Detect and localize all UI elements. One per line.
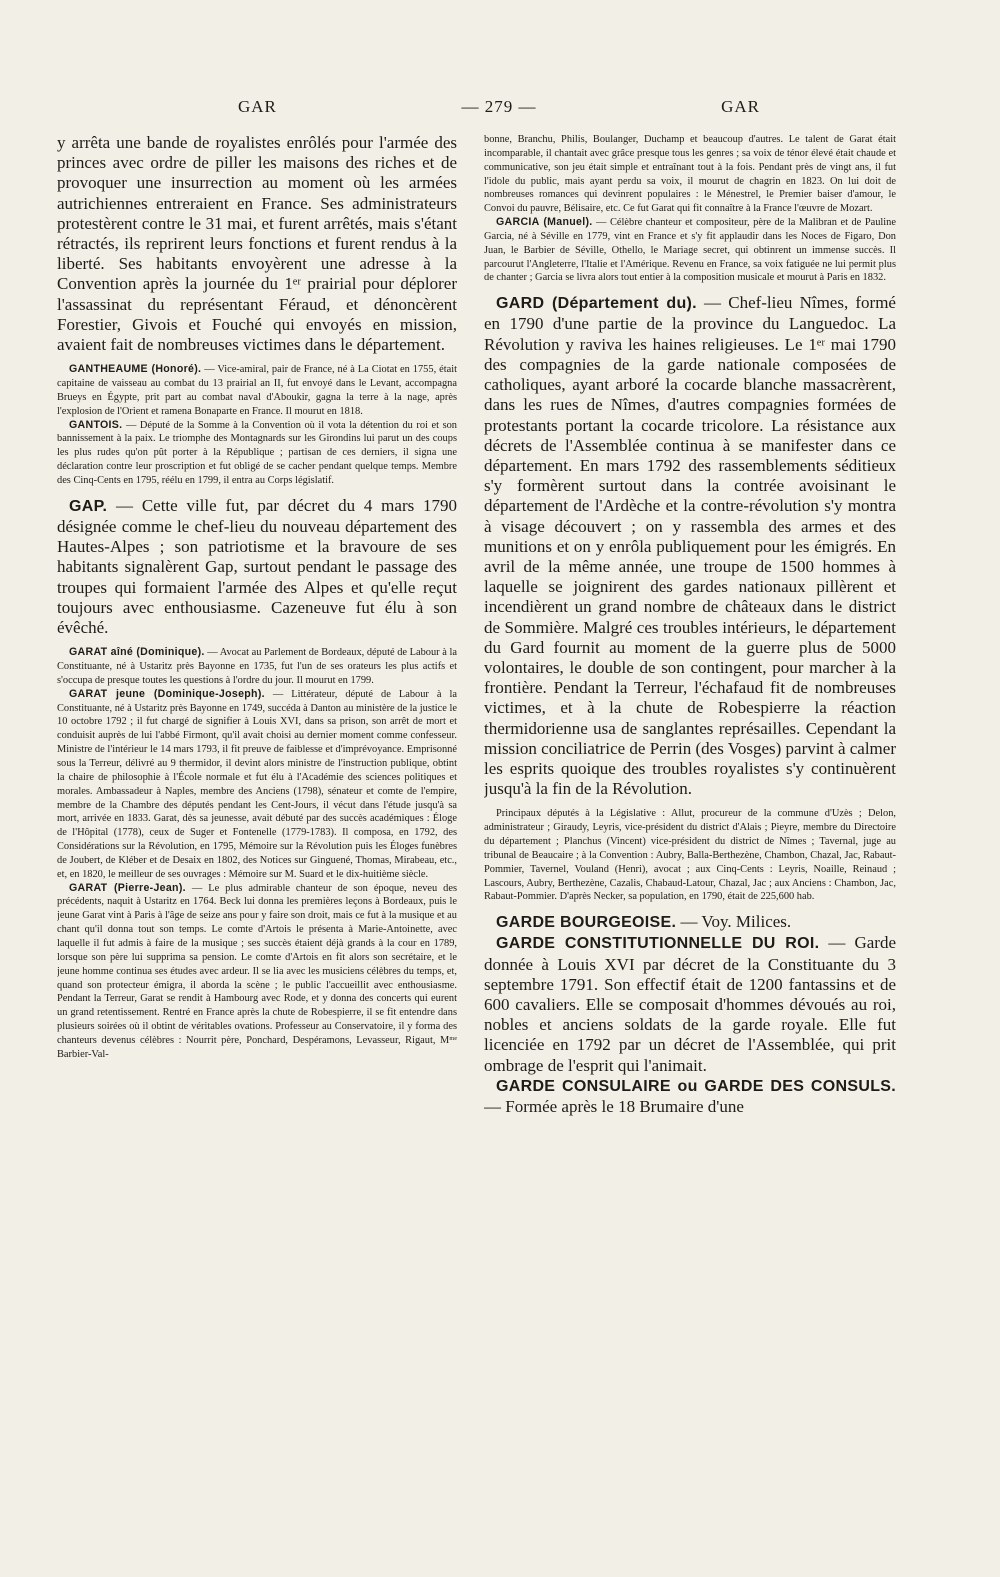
entry-heading: GANTHEAUME (Honoré). bbox=[69, 363, 202, 376]
entry-gantheaume: GANTHEAUME (Honoré). — Vice-amiral, pair de France, né à La Ciotat en 1755, était capitaine de vaisseau au combat du 13 prairial an II, fut envoyé dans le Levant, accompagna Brueys en Égypte, prit part au combat naval d'Aboukir, gagna la terre à la nage, après l'explosion de l'Orient et ramena Bonaparte en France. Il mourut en 1818. bbox=[57, 363, 457, 417]
entry-heading: GARAT jeune (Dominique-Joseph). bbox=[69, 687, 265, 700]
paragraph-continuation: bonne, Branchu, Philis, Boulanger, Duchamp et beaucoup d'autres. Le talent de Garat était incomparable, il chantait avec grâce presque tous les genres ; sa voix de ténor élevé était chaude et communicative, son jeu était simple et entraînant tout à la fois. Pendant près de vingt ans, il fut l'idole du public, mais ayant perdu sa voix, il mourut de chagrin en 1823. On lui doit de nombreuses romances qui devinrent populaires : le Ménestrel, le Premier baiser d'amour, le Convoi du pauvre, Bélisaire, etc. Ce fut Garat qui fit connaître à la France l'œuvre de Mozart. bbox=[484, 134, 896, 215]
right-column bbox=[484, 133, 896, 1557]
paragraph-continuation: y arrêta une bande de royalistes enrôlés pour l'armée des princes avec ordre de piller les maisons des riches et de provoquer une insurrection au moment où les armées autrichiennes entreraient en France. Ses administrateurs protestèrent contre le 31 mai, et furent arrêtés, mais s'étant rétractés, ils reprirent leurs fonctions et furent rendus à la liberté. Ses habitants envoyèrent une adresse à la Convention après la journée du 1ᵉʳ prairial pour déplorer l'assassinat du représentant Féraud, et dénoncèrent Forestier, Givois et Fouché qui envoyés en mission, avaient fait de nombreuses victimes dans le département. bbox=[57, 133, 457, 355]
entry-garcia: GARCIA (Manuel). — Célèbre chanteur et compositeur, père de la Malibran et de Pauline Garcia, né à Séville en 1779, vint en France et s'y fit applaudir dans les Noces de Figaro, Don Juan, le Barbier de Séville, Othello, le Mariage secret, qui obtinrent un immense succès. Il parcourut l'Angleterre, l'Italie et l'Amérique. Revenu en France, sa voix fatiguée ne lui permit plus de chanter ; Garcia se livra alors tout entier à la composition musicale et mourut à Paris en 1832. bbox=[484, 216, 896, 284]
entry-heading: GARAT (Pierre-Jean). bbox=[69, 881, 186, 894]
entry-heading: GARDE BOURGEOISE. bbox=[496, 914, 677, 932]
entry-gap: GAP. — Cette ville fut, par décret du 4 mars 1790 désignée comme le chef-lieu du nouveau département des Hautes-Alpes ; son patriotisme et la bravoure de ses habitants signalèrent Gap, surtout pendant le passage des troupes qui formaient l'armée des Alpes et qu'elle reçut toujours avec enthousiasme. Cazeneuve fut élu à son évêché. bbox=[57, 495, 457, 638]
entry-heading: GARDE CONSTITUTIONNELLE DU ROI. bbox=[496, 935, 820, 953]
entry-garde-bourgeoise: GARDE BOURGEOISE. — Voy. Milices. bbox=[496, 912, 792, 932]
page-number: — 279 — bbox=[461, 97, 537, 116]
entry-gantois: GANTOIS. — Député de la Somme à la Convention où il vota la détention du roi et son bannissement à la paix. Le triomphe des Montagnards sur les Girondins lui parut un des coups les plus rudes qu'on pût porter à la République ; partisan de ces derniers, il signa une déclaration contre leur proscription et fut obligé de se cacher pendant quelque temps. Membre des Cinq-Cents en 1795, réélu en 1799, il entra au Corps législatif. bbox=[57, 418, 457, 486]
entry-garat-pierre-jean: GARAT (Pierre-Jean). — Le plus admirable chanteur de son époque, neveu des précédents, naquit à Ustaritz en 1764. Beck lui donna les premières leçons à Bordeaux, puis le jeune Garat vint à Paris à l'âge de seize ans pour y faire son droit, mais ce fut à la musique et au chant qu'il donna tout son temps. Le comte d'Artois le présenta à Marie-Antoinette, avec laquelle il fut admis à faire de la musique ; ses succès étaient déjà grands à la cour en 1789, lorsque son père lui supprima sa pension. Le comte d'Artois en fit alors son secrétaire, et le jeune homme continua ses études avec ardeur. Il se lia avec les musiciens célèbres du temps, et, quand son protecteur émigra, il aborda la scène ; le public l'accueillit avec enthousiasme. Pendant la Terreur, Garat se rendit à Hambourg avec Rode, et y donna des concerts qui eurent un grand retentissement. Rentré en France après la chute de Robespierre, il se fit entendre dans plusieurs soirées où il obtint de véritables ovations. Professeur au Conservatoire, il y forma des chanteurs devenus célèbres : Nourrit père, Ponchard, Despéramons, Levasseur, Rigaut, Mᵐᵉ Barbier-Val- bbox=[57, 881, 457, 1060]
entry-heading: GARAT aîné (Dominique). bbox=[69, 646, 205, 659]
entry-garde-constitutionnelle: GARDE CONSTITUTIONNELLE DU ROI. — Garde donnée à Louis XVI par décret de la Constituante du 3 septembre 1791. Son effectif était de 1200 fantassins et de 600 cavaliers. Elle se composait d'hommes dévoués au roi, nobles et anciens soldats de la garde royale. Elle fut licenciée en 1792 par un décret de l'Assemblée, qui prit ombrage de l'esprit qui l'animait. bbox=[484, 933, 896, 1075]
header-left-keyword: GAR bbox=[238, 97, 277, 116]
entry-garat-aine: GARAT aîné (Dominique). — Avocat au Parlement de Bordeaux, député de Labour à la Constituante, né à Ustaritz près Bayonne en 1735, fut l'un de ses orateurs les plus actifs et s'occupa de presque toutes les questions à l'ordre du jour. Il mourut en 1799. bbox=[57, 646, 457, 686]
entry-heading: GAP. bbox=[69, 497, 108, 515]
entry-heading: GARCIA (Manuel). bbox=[496, 216, 593, 229]
entry-garat-jeune: GARAT jeune (Dominique-Joseph). — Littérateur, député de Labour à la Constituante, né à Ustaritz près Bayonne en 1749, succéda à Danton au ministère de la justice le 10 octobre 1792 ; il fut chargé de signifier à Louis XVI, dans sa prison, son arrêt de mort et conduisit auprès de lui l'abbé Firmont, qu'il avait choisi au dernier moment comme confesseur. Ministre de l'intérieur le 14 mars 1793, il fit preuve de faiblesse et d'imprévoyance. Emprisonné sous la Terreur, délivré au 9 thermidor, il devint alors ministre de l'instruction publique, obtint la chaire de philosophie à l'École normale et fut élu à l'Académie des sciences politiques et morales. Ambassadeur à Naples, membre des Anciens (1798), sénateur et comte de l'empire, membre de la Chambre des députés pendant les Cent-Jours, il vécut dans l'étude jusqu'à sa mort, arrivée en 1833. Garat, dès sa jeunesse, avait débuté par des succès académiques : Éloge de l'Hôpital (1778), ceux de Suger et Fontenelle (1779-1783). Il composa, en 1792, des Considérations sur la Révolution, en 1795, Mémoire sur la Révolution puis les Éloges funèbres de Joubert, de Kléber et de Desaix en 1802, des Notices sur Ginguené, Thomas, Mirabeau, etc., et, en 1820, le meilleur de ses ouvrages : Mémoire sur M. Suard et le dix-huitième siècle. bbox=[57, 687, 457, 880]
header-right-keyword: GAR bbox=[721, 97, 760, 116]
entry-heading: GANTOIS. bbox=[69, 418, 123, 431]
entry-heading: GARDE CONSULAIRE ou GARDE DES CONSULS. bbox=[496, 1077, 896, 1095]
left-column bbox=[57, 133, 457, 1557]
entry-garde-consulaire: GARDE CONSULAIRE ou GARDE DES CONSULS. — Formée après le 18 Brumaire d'une bbox=[484, 1077, 896, 1117]
running-header bbox=[58, 97, 940, 127]
deputies-list: Principaux députés à la Législative : Allut, procureur de la commune d'Uzès ; Delon, administrateur ; Giraudy, Leyris, vice-président du district d'Alais ; Pieyre, membre du Directoire du département ; Planchus (Vincent) vice-président du district de Nîmes ; Tavernal, juge au tribunal de Beaucaire ; à la Convention : Aubry, Balla-Berthezène, Chambon, Chazal, Jac, Rabaut-Pommier, Tavernel, Vouland (Henri), avocat ; aux Cinq-Cents : Leyris, Noaille, Reinaud ; Lascours, Aubry, Berthezène, Cazalis, Chabaud-Latour, Chazal, Jac ; aux Anciens : Chambon, Jac, Rabaut-Pommier. D'après Necker, sa population, en 1790, était de 225,600 hab. bbox=[484, 808, 896, 903]
entry-gard: GARD (Département du). — Chef-lieu Nîmes, formé en 1790 d'une partie de la province du Languedoc. La Révolution y raviva les haines religieuses. Le 1ᵉʳ mai 1790 des compagnies de la garde nationale composées de catholiques, ayant arboré la cocarde blanche massacrèrent, dans les rues de Nîmes, d'autres compagnies formées de protestants portant la cocarde tricolore. La résistance aux décrets de l'Assemblée continua à se manifester dans ce département. En mars 1792 des rassemblements séditieux s'y formèrent surtout dans la contrée avoisinant le département de l'Ardèche et la contre-révolution s'y montra à visage découvert ; on y rassembla des armes et des munitions et on y enrôla publiquement pour les émigrés. En avril de la même année, une troupe de 1500 hommes à laquelle se joignirent des gardes nationaux pillèrent et incendièrent un grand nombre de châteaux dans le district de Sommière. Malgré ces troubles intérieurs, le département du Gard fournit au moment de la guerre plus de 5000 volontaires, le double de son contingent, pour marcher à la frontière. Pendant la Terreur, l'échafaud fit de nombreuses victimes, et à la chute de Robespierre la réaction thermidorienne usa de sanglantes représailles. Cependant la mission conciliatrice de Perrin (des Vosges) parvint à calmer les esprits quoique des troubles royalistes s'y continuèrent jusqu'à la fin de la Révolution. bbox=[484, 293, 896, 799]
entry-heading: GARD (Département du). bbox=[496, 295, 697, 313]
